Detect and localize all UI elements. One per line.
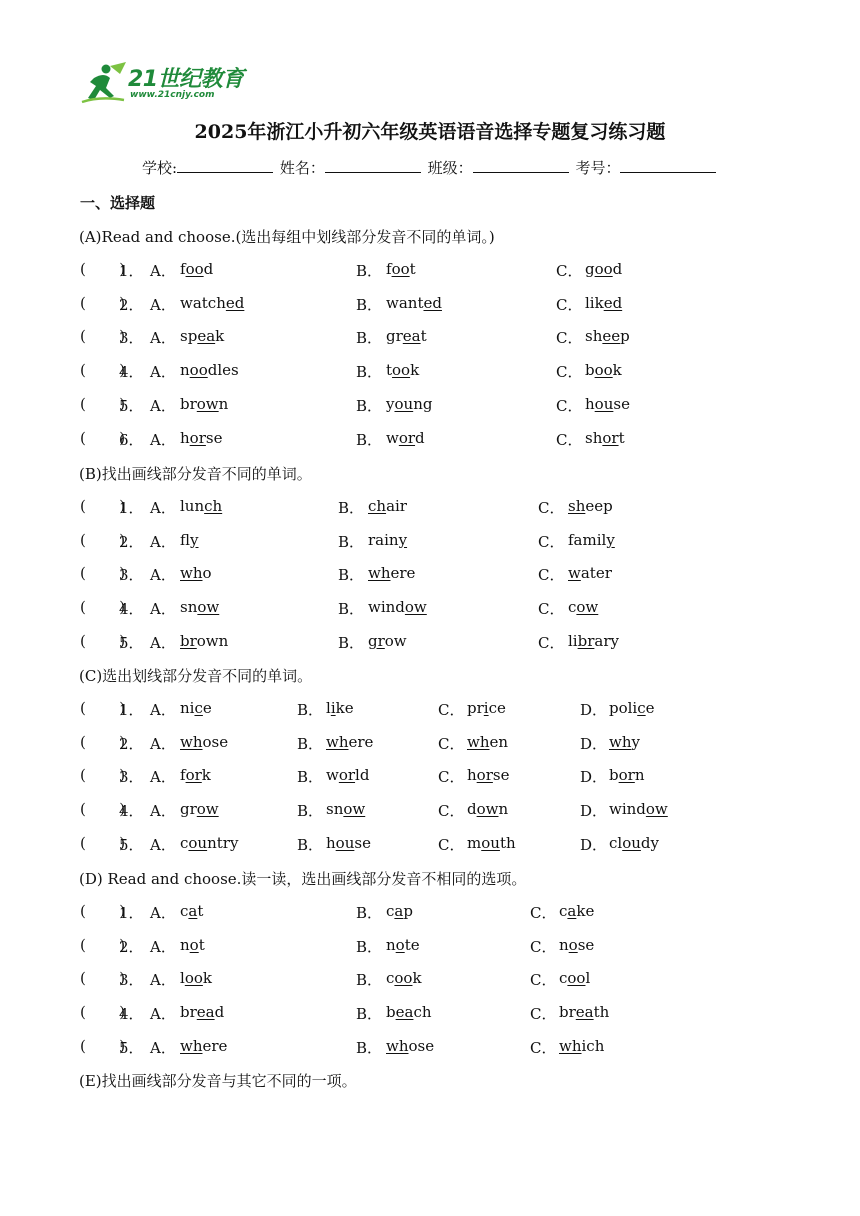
underlined-sound: oo — [567, 969, 586, 988]
underlined-sound: gr — [368, 632, 385, 650]
option-letter: A． — [150, 600, 176, 619]
underlined-sound: ea — [395, 1003, 414, 1022]
option-word[interactable]: young — [386, 395, 433, 413]
option-word[interactable]: took — [386, 361, 420, 380]
question-number: 4． — [119, 363, 144, 382]
option-letter: A． — [150, 971, 176, 990]
option-word[interactable]: cloudy — [609, 834, 659, 852]
question-number: 3． — [119, 768, 144, 787]
answer-blank[interactable]: ( ) — [80, 834, 126, 852]
question-row — [0, 497, 860, 517]
option-letter: A． — [150, 295, 176, 314]
option-letter: B． — [356, 971, 383, 990]
option-letter: A． — [150, 768, 176, 787]
option-letter: B． — [356, 903, 383, 922]
option-word[interactable]: chair — [368, 496, 407, 515]
option-letter: C． — [530, 1005, 557, 1024]
option-letter: A． — [150, 329, 176, 348]
question-row — [0, 294, 860, 314]
question-number: 1． — [119, 261, 144, 280]
underlined-sound: i — [483, 698, 489, 717]
option-letter: A． — [150, 363, 176, 382]
option-word[interactable]: where — [368, 564, 416, 583]
option-word[interactable]: bread — [180, 1003, 225, 1022]
option-letter: B． — [356, 363, 383, 382]
question-row — [0, 1037, 860, 1057]
underlined-sound: ow — [197, 598, 220, 617]
option-word[interactable]: liked — [585, 293, 623, 312]
part-heading: (B)找出画线部分发音不同的单词。 — [79, 465, 312, 483]
underlined-sound: wh — [180, 1037, 203, 1055]
answer-blank[interactable]: ( ) — [80, 395, 126, 413]
option-letter: A． — [150, 734, 176, 753]
underlined-sound: a — [188, 901, 198, 920]
answer-blank[interactable]: ( ) — [80, 698, 126, 717]
question-number: 4． — [119, 1005, 144, 1024]
question-row — [0, 531, 860, 551]
underlined-sound: oo — [189, 361, 208, 380]
answer-blank[interactable]: ( ) — [80, 564, 126, 583]
underlined-sound: wh — [386, 1037, 409, 1055]
question-number: 1． — [119, 700, 144, 719]
option-word[interactable]: horse — [467, 766, 510, 785]
option-word[interactable]: whose — [180, 732, 229, 751]
question-number: 3． — [119, 329, 144, 348]
question-row — [0, 395, 860, 415]
underlined-sound: o — [568, 935, 578, 954]
exam-number-blank[interactable] — [620, 158, 716, 173]
answer-blank[interactable]: ( ) — [80, 1037, 126, 1055]
option-letter: A． — [150, 634, 176, 652]
option-word[interactable]: like — [326, 698, 354, 717]
question-row — [0, 632, 860, 652]
question-number: 3． — [119, 971, 144, 990]
school-blank[interactable] — [177, 158, 273, 173]
underlined-sound: ou — [622, 834, 641, 852]
option-letter: C． — [438, 700, 465, 719]
option-letter: D． — [580, 768, 608, 787]
question-number: 4． — [119, 802, 144, 821]
question-number: 3． — [119, 566, 144, 585]
option-word[interactable]: look — [180, 969, 212, 988]
answer-blank[interactable]: ( ) — [80, 327, 126, 346]
underlined-sound: wh — [180, 732, 203, 751]
option-letter: C． — [556, 363, 583, 382]
part-heading: (D) Read and choose.读一读，选出画线部分发音不相同的选项。 — [79, 870, 527, 888]
underlined-sound: ou — [481, 834, 500, 852]
option-letter: B． — [297, 802, 324, 821]
underlined-sound: ow — [343, 800, 366, 819]
class-blank[interactable] — [473, 158, 569, 173]
option-word[interactable]: snow — [326, 800, 366, 819]
answer-blank[interactable]: ( ) — [80, 800, 126, 819]
underlined-sound: oo — [394, 969, 413, 988]
underlined-sound: oo — [594, 259, 613, 278]
option-word[interactable]: cool — [559, 969, 591, 988]
logo-brand: 21世纪教育 — [128, 67, 244, 92]
question-row — [0, 902, 860, 922]
option-letter: C． — [538, 634, 565, 652]
option-word[interactable]: foot — [386, 259, 416, 278]
option-letter: C． — [556, 329, 583, 348]
answer-blank[interactable]: ( ) — [80, 935, 126, 954]
underlined-sound: oo — [391, 259, 410, 278]
question-row — [0, 936, 860, 956]
option-word[interactable]: nose — [559, 935, 595, 954]
exam-number-label: 考号： — [575, 159, 621, 177]
question-row — [0, 564, 860, 584]
option-word[interactable]: window — [609, 800, 668, 819]
option-letter: A． — [150, 430, 176, 449]
option-letter: C． — [538, 600, 565, 619]
answer-blank[interactable]: ( ) — [80, 901, 126, 920]
question-number: 4． — [119, 600, 144, 619]
underlined-sound: ou — [594, 395, 614, 413]
underlined-sound: ch — [204, 496, 223, 515]
option-letter: B． — [297, 836, 324, 854]
underlined-sound: oo — [184, 969, 203, 988]
option-word[interactable]: born — [609, 766, 645, 785]
underlined-sound: ow — [404, 598, 427, 617]
option-word[interactable]: grow — [368, 632, 407, 650]
option-letter: C． — [530, 903, 557, 922]
logo — [80, 60, 250, 106]
option-letter: B． — [356, 295, 383, 314]
option-letter: C． — [438, 734, 465, 753]
option-word[interactable]: good — [585, 259, 623, 278]
option-word[interactable]: mouth — [467, 834, 516, 852]
underlined-sound: ow — [196, 800, 219, 819]
underlined-sound: y — [606, 530, 615, 549]
underlined-sound: ow — [196, 395, 219, 413]
underlined-sound: c — [637, 698, 646, 717]
option-word[interactable]: country — [180, 834, 239, 852]
underlined-sound: ee — [602, 327, 621, 346]
option-word[interactable]: which — [559, 1037, 605, 1055]
option-word[interactable]: food — [180, 259, 214, 278]
underlined-sound: wh — [180, 564, 203, 583]
option-letter: B． — [356, 329, 383, 348]
answer-blank[interactable]: ( ) — [80, 530, 126, 549]
underlined-sound: ow — [476, 800, 499, 819]
part-heading: (A)Read and choose.(选出每组中划线部分发音不同的单词。) — [79, 228, 495, 246]
option-word[interactable]: breath — [559, 1003, 610, 1022]
underlined-sound: or — [618, 766, 635, 785]
option-letter: C． — [538, 498, 565, 517]
option-letter: C． — [438, 836, 465, 854]
option-word[interactable]: great — [386, 327, 427, 346]
option-letter: B． — [338, 532, 365, 551]
underlined-sound: ea — [575, 1003, 594, 1022]
option-word[interactable]: world — [326, 766, 370, 785]
underlined-sound: br — [577, 632, 595, 650]
option-letter: A． — [150, 700, 176, 719]
option-letter: B． — [297, 734, 324, 753]
question-number: 2． — [119, 295, 144, 314]
question-number: 2． — [119, 532, 144, 551]
question-row — [0, 327, 860, 347]
option-letter: C． — [438, 768, 465, 787]
underlined-sound: o — [395, 935, 405, 954]
name-blank[interactable] — [325, 158, 421, 173]
option-word[interactable]: cow — [568, 598, 599, 617]
underlined-sound: wh — [368, 564, 391, 583]
underlined-sound: o — [189, 935, 199, 954]
underlined-sound: ea — [402, 327, 421, 346]
option-word[interactable]: down — [467, 800, 509, 819]
underlined-sound: ch — [368, 496, 387, 515]
runner-icon — [80, 60, 130, 106]
option-letter: A． — [150, 397, 176, 415]
question-number: 2． — [119, 937, 144, 956]
answer-blank[interactable]: ( ) — [80, 969, 126, 988]
answer-blank[interactable]: ( ) — [80, 732, 126, 751]
underlined-sound: ea — [197, 327, 216, 346]
answer-blank[interactable]: ( ) — [80, 766, 126, 785]
option-word[interactable]: where — [326, 732, 374, 751]
answer-blank[interactable]: ( ) — [80, 496, 126, 515]
question-row — [0, 260, 860, 280]
underlined-sound: wh — [326, 732, 349, 751]
option-letter: D． — [580, 734, 608, 753]
option-word[interactable]: cap — [386, 901, 413, 920]
question-row — [0, 969, 860, 989]
underlined-sound: ou — [394, 395, 414, 413]
option-word[interactable]: brown — [180, 395, 229, 413]
underlined-sound: wh — [467, 732, 490, 751]
question-number: 5． — [119, 1039, 144, 1057]
option-word[interactable]: when — [467, 732, 509, 751]
underlined-sound: br — [180, 632, 197, 650]
option-word[interactable]: beach — [386, 1003, 432, 1022]
underlined-sound: wh — [609, 732, 632, 751]
option-word[interactable]: price — [467, 698, 506, 717]
question-number: 1． — [119, 498, 144, 517]
underlined-sound: y — [190, 530, 199, 549]
name-label: 姓名： — [279, 159, 325, 177]
underlined-sound: ed — [225, 293, 245, 312]
option-letter: A． — [150, 498, 176, 517]
option-word[interactable]: cook — [386, 969, 422, 988]
page-title: 2025年浙江小升初六年级英语语音选择专题复习练习题 — [194, 121, 666, 143]
option-word[interactable]: lunch — [180, 496, 223, 515]
option-word[interactable]: speak — [180, 327, 225, 346]
option-letter: C． — [530, 971, 557, 990]
option-letter: B． — [356, 1039, 383, 1057]
question-row — [0, 361, 860, 381]
answer-blank[interactable]: ( ) — [80, 293, 126, 312]
option-word[interactable]: family — [568, 530, 615, 549]
logo-url: www.21cnjy.com — [130, 90, 215, 100]
option-word[interactable]: watched — [180, 293, 245, 312]
option-word[interactable]: horse — [180, 428, 223, 447]
option-word[interactable]: wanted — [386, 293, 442, 312]
question-number: 5． — [119, 836, 144, 854]
option-letter: C． — [556, 295, 583, 314]
option-word[interactable]: sheep — [585, 327, 630, 346]
school-label: 学校: — [142, 159, 178, 177]
part-heading: (C)选出划线部分发音不同的单词。 — [79, 667, 313, 685]
question-row — [0, 598, 860, 618]
question-row — [0, 699, 860, 719]
option-word[interactable]: cake — [559, 901, 595, 920]
option-letter: B． — [356, 430, 383, 449]
option-word[interactable]: who — [180, 564, 212, 583]
option-word[interactable]: fly — [180, 530, 199, 549]
underlined-sound: oo — [594, 361, 613, 380]
option-letter: B． — [356, 397, 383, 415]
answer-blank[interactable]: ( ) — [80, 598, 126, 617]
option-word[interactable]: grow — [180, 800, 219, 819]
option-letter: B． — [338, 634, 365, 652]
underlined-sound: a — [394, 901, 404, 920]
option-letter: C． — [556, 261, 583, 280]
question-row — [0, 1003, 860, 1023]
question-number: 5． — [119, 397, 144, 415]
option-letter: D． — [580, 802, 608, 821]
option-word[interactable]: note — [386, 935, 420, 954]
option-letter: A． — [150, 532, 176, 551]
part-heading: (E)找出画线部分发音与其它不同的一项。 — [79, 1072, 357, 1090]
option-word[interactable]: window — [368, 598, 427, 617]
option-word[interactable]: sheep — [568, 496, 613, 515]
option-word[interactable]: house — [585, 395, 630, 413]
question-number: 1． — [119, 903, 144, 922]
option-letter: A． — [150, 261, 176, 280]
student-info-line — [142, 157, 718, 178]
underlined-sound: c — [194, 698, 203, 717]
option-word[interactable]: snow — [180, 598, 220, 617]
option-letter: C． — [530, 937, 557, 956]
option-letter: B． — [356, 1005, 383, 1024]
option-letter: A． — [150, 1005, 176, 1024]
option-word[interactable]: library — [568, 632, 619, 650]
underlined-sound: or — [338, 766, 356, 785]
option-word[interactable]: where — [180, 1037, 228, 1055]
question-row — [0, 800, 860, 820]
underlined-sound: ou — [335, 834, 355, 852]
option-word[interactable]: not — [180, 935, 205, 954]
underlined-sound: oo — [392, 361, 411, 380]
option-letter: A． — [150, 836, 176, 854]
underlined-sound: or — [398, 428, 416, 447]
option-word[interactable]: short — [585, 428, 625, 447]
option-letter: B． — [356, 261, 383, 280]
underlined-sound: wh — [559, 1037, 582, 1055]
underlined-sound: ou — [188, 834, 208, 852]
underlined-sound: ed — [423, 293, 442, 312]
class-label: 班级： — [427, 159, 473, 177]
option-word[interactable]: rainy — [368, 530, 408, 549]
option-letter: C． — [556, 397, 583, 415]
option-letter: B． — [338, 600, 365, 619]
option-word[interactable]: whose — [386, 1037, 435, 1055]
option-letter: C． — [538, 532, 565, 551]
question-number: 6． — [119, 430, 144, 449]
option-letter: A． — [150, 937, 176, 956]
underlined-sound: y — [398, 530, 408, 549]
option-letter: C． — [538, 566, 565, 585]
underlined-sound: or — [476, 766, 493, 785]
option-letter: A． — [150, 566, 176, 585]
question-row — [0, 766, 860, 786]
answer-blank[interactable]: ( ) — [80, 361, 126, 380]
option-letter: A． — [150, 802, 176, 821]
question-number: 5． — [119, 634, 144, 652]
option-word[interactable]: nice — [180, 698, 212, 717]
option-letter: C． — [530, 1039, 557, 1057]
option-letter: D． — [580, 700, 608, 719]
option-letter: B． — [356, 937, 383, 956]
underlined-sound: i — [330, 698, 336, 717]
underlined-sound: or — [189, 428, 206, 447]
underlined-sound: a — [567, 901, 577, 920]
question-number: 2． — [119, 734, 144, 753]
option-letter: A． — [150, 903, 176, 922]
option-letter: D． — [580, 836, 608, 854]
option-word[interactable]: cat — [180, 901, 204, 920]
option-letter: B． — [297, 768, 324, 787]
answer-blank[interactable]: ( ) — [80, 632, 126, 650]
option-letter: A． — [150, 1039, 176, 1057]
underlined-sound: w — [568, 564, 581, 583]
underlined-sound: ow — [645, 800, 668, 819]
underlined-sound: ow — [576, 598, 599, 617]
answer-blank[interactable]: ( ) — [80, 1003, 126, 1022]
answer-blank[interactable]: ( ) — [80, 259, 126, 278]
underlined-sound: or — [602, 428, 619, 447]
underlined-sound: ea — [196, 1003, 215, 1022]
underlined-sound: sh — [568, 496, 586, 515]
question-row — [0, 834, 860, 854]
option-word[interactable]: fork — [180, 766, 211, 785]
option-word[interactable]: water — [568, 564, 612, 583]
underlined-sound: ed — [603, 293, 623, 312]
option-word[interactable]: why — [609, 732, 640, 751]
question-row — [0, 429, 860, 449]
option-letter: C． — [438, 802, 465, 821]
underlined-sound: oo — [185, 259, 204, 278]
section-heading: 一、选择题 — [80, 194, 156, 212]
option-word[interactable]: noodles — [180, 361, 239, 380]
option-word[interactable]: word — [386, 428, 425, 447]
answer-blank[interactable]: ( ) — [80, 428, 126, 447]
option-word[interactable]: police — [609, 698, 655, 717]
question-row — [0, 733, 860, 753]
option-letter: B． — [338, 566, 365, 585]
underlined-sound: or — [185, 766, 202, 785]
option-word[interactable]: book — [585, 361, 622, 380]
option-letter: C． — [556, 430, 583, 449]
option-word[interactable]: house — [326, 834, 371, 852]
option-letter: B． — [338, 498, 365, 517]
option-word[interactable]: brown — [180, 632, 229, 650]
option-letter: B． — [297, 700, 324, 719]
